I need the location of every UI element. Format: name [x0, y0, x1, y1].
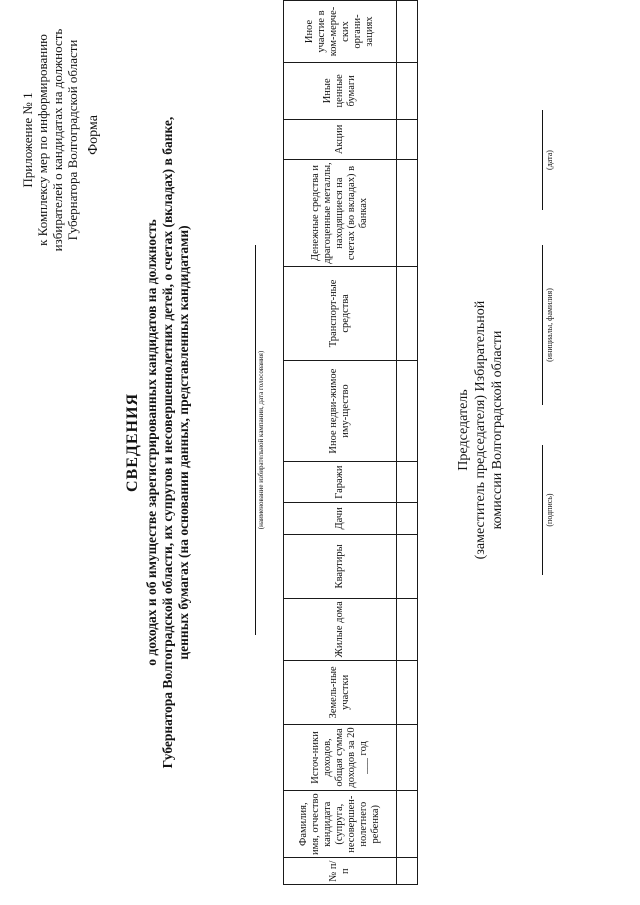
table-cell — [397, 791, 418, 858]
title-line-3: ценных бумагах (на основании данных, представленных кандидатами) — [176, 225, 191, 660]
signature-label: (подпись) — [542, 445, 554, 575]
table-cell — [397, 160, 418, 267]
header-cell: Иное недви-жимое иму-щество — [284, 360, 397, 461]
header-cell: Гаражи — [284, 462, 397, 503]
header-cell: Фамилия, имя, отчество кандидата (супруга, несовершен-нолетнего ребенка) — [284, 791, 397, 858]
form-label: Форма — [86, 115, 101, 155]
table-cell — [397, 360, 418, 461]
header-cell: Квартиры — [284, 534, 397, 598]
date-label: (дата) — [542, 110, 554, 210]
table-cell — [397, 858, 418, 885]
header-cell: Земель-ные участки — [284, 660, 397, 724]
table-row — [397, 1, 418, 885]
table-cell — [397, 63, 418, 120]
table-cell — [397, 534, 418, 598]
declaration-table — [283, 0, 418, 885]
table-cell — [397, 598, 418, 660]
chairman-block — [455, 230, 506, 630]
header-cell: Источ-ники доходов, общая сумма доходов за 20 ___ год — [284, 724, 397, 790]
table-header-row — [284, 1, 397, 885]
header-cell: Иные ценные бумаги — [284, 63, 397, 120]
header-cell: Жилые дома — [284, 598, 397, 660]
chairman-line-2: (заместитель председателя) Избирательной — [473, 300, 488, 560]
chairman-line-3: комиссии Волгоградской области — [490, 330, 505, 530]
appendix-line-3: избирателей о кандидатах на должность — [50, 28, 65, 252]
title-line-2: Губернатора Волгоградской области, их супругов и несовершеннолетних детей, о счетах (вкладах) в банке, — [160, 116, 175, 769]
table-cell — [397, 1, 418, 63]
header-cell: Денежные средства и драгоценные металлы, находящиеся на счетах (во вкладах) в банках — [284, 160, 397, 267]
initials-label: (инициалы, фамилия) — [542, 245, 554, 405]
header-cell: Дачи — [284, 502, 397, 534]
appendix-block — [20, 10, 80, 270]
appendix-line-2: к Комплексу мер по информированию — [35, 34, 50, 246]
table-cell — [397, 502, 418, 534]
table-cell — [397, 462, 418, 503]
table-cell — [397, 724, 418, 790]
header-cell: № п/п — [284, 858, 397, 885]
appendix-line-4: Губернатора Волгоградской области — [65, 39, 80, 241]
header-cell: Акции — [284, 119, 397, 160]
title-line-1: о доходах и об имуществе зарегистрированных кандидатов на должность — [144, 219, 159, 666]
table-cell — [397, 266, 418, 360]
header-cell: Иное участие в ком-мерче-ских органи-зациях — [284, 1, 397, 63]
chairman-line-1: Председатель — [456, 389, 471, 471]
document-title — [124, 20, 192, 865]
appendix-line-1: Приложение № 1 — [20, 92, 35, 188]
table-cell — [397, 119, 418, 160]
campaign-caption: (наименование избирательной кампании, дата голосования) — [255, 245, 265, 635]
header-cell: Транспорт-ные средства — [284, 266, 397, 360]
title-heading: СВЕДЕНИЯ — [124, 392, 141, 493]
table-cell — [397, 660, 418, 724]
